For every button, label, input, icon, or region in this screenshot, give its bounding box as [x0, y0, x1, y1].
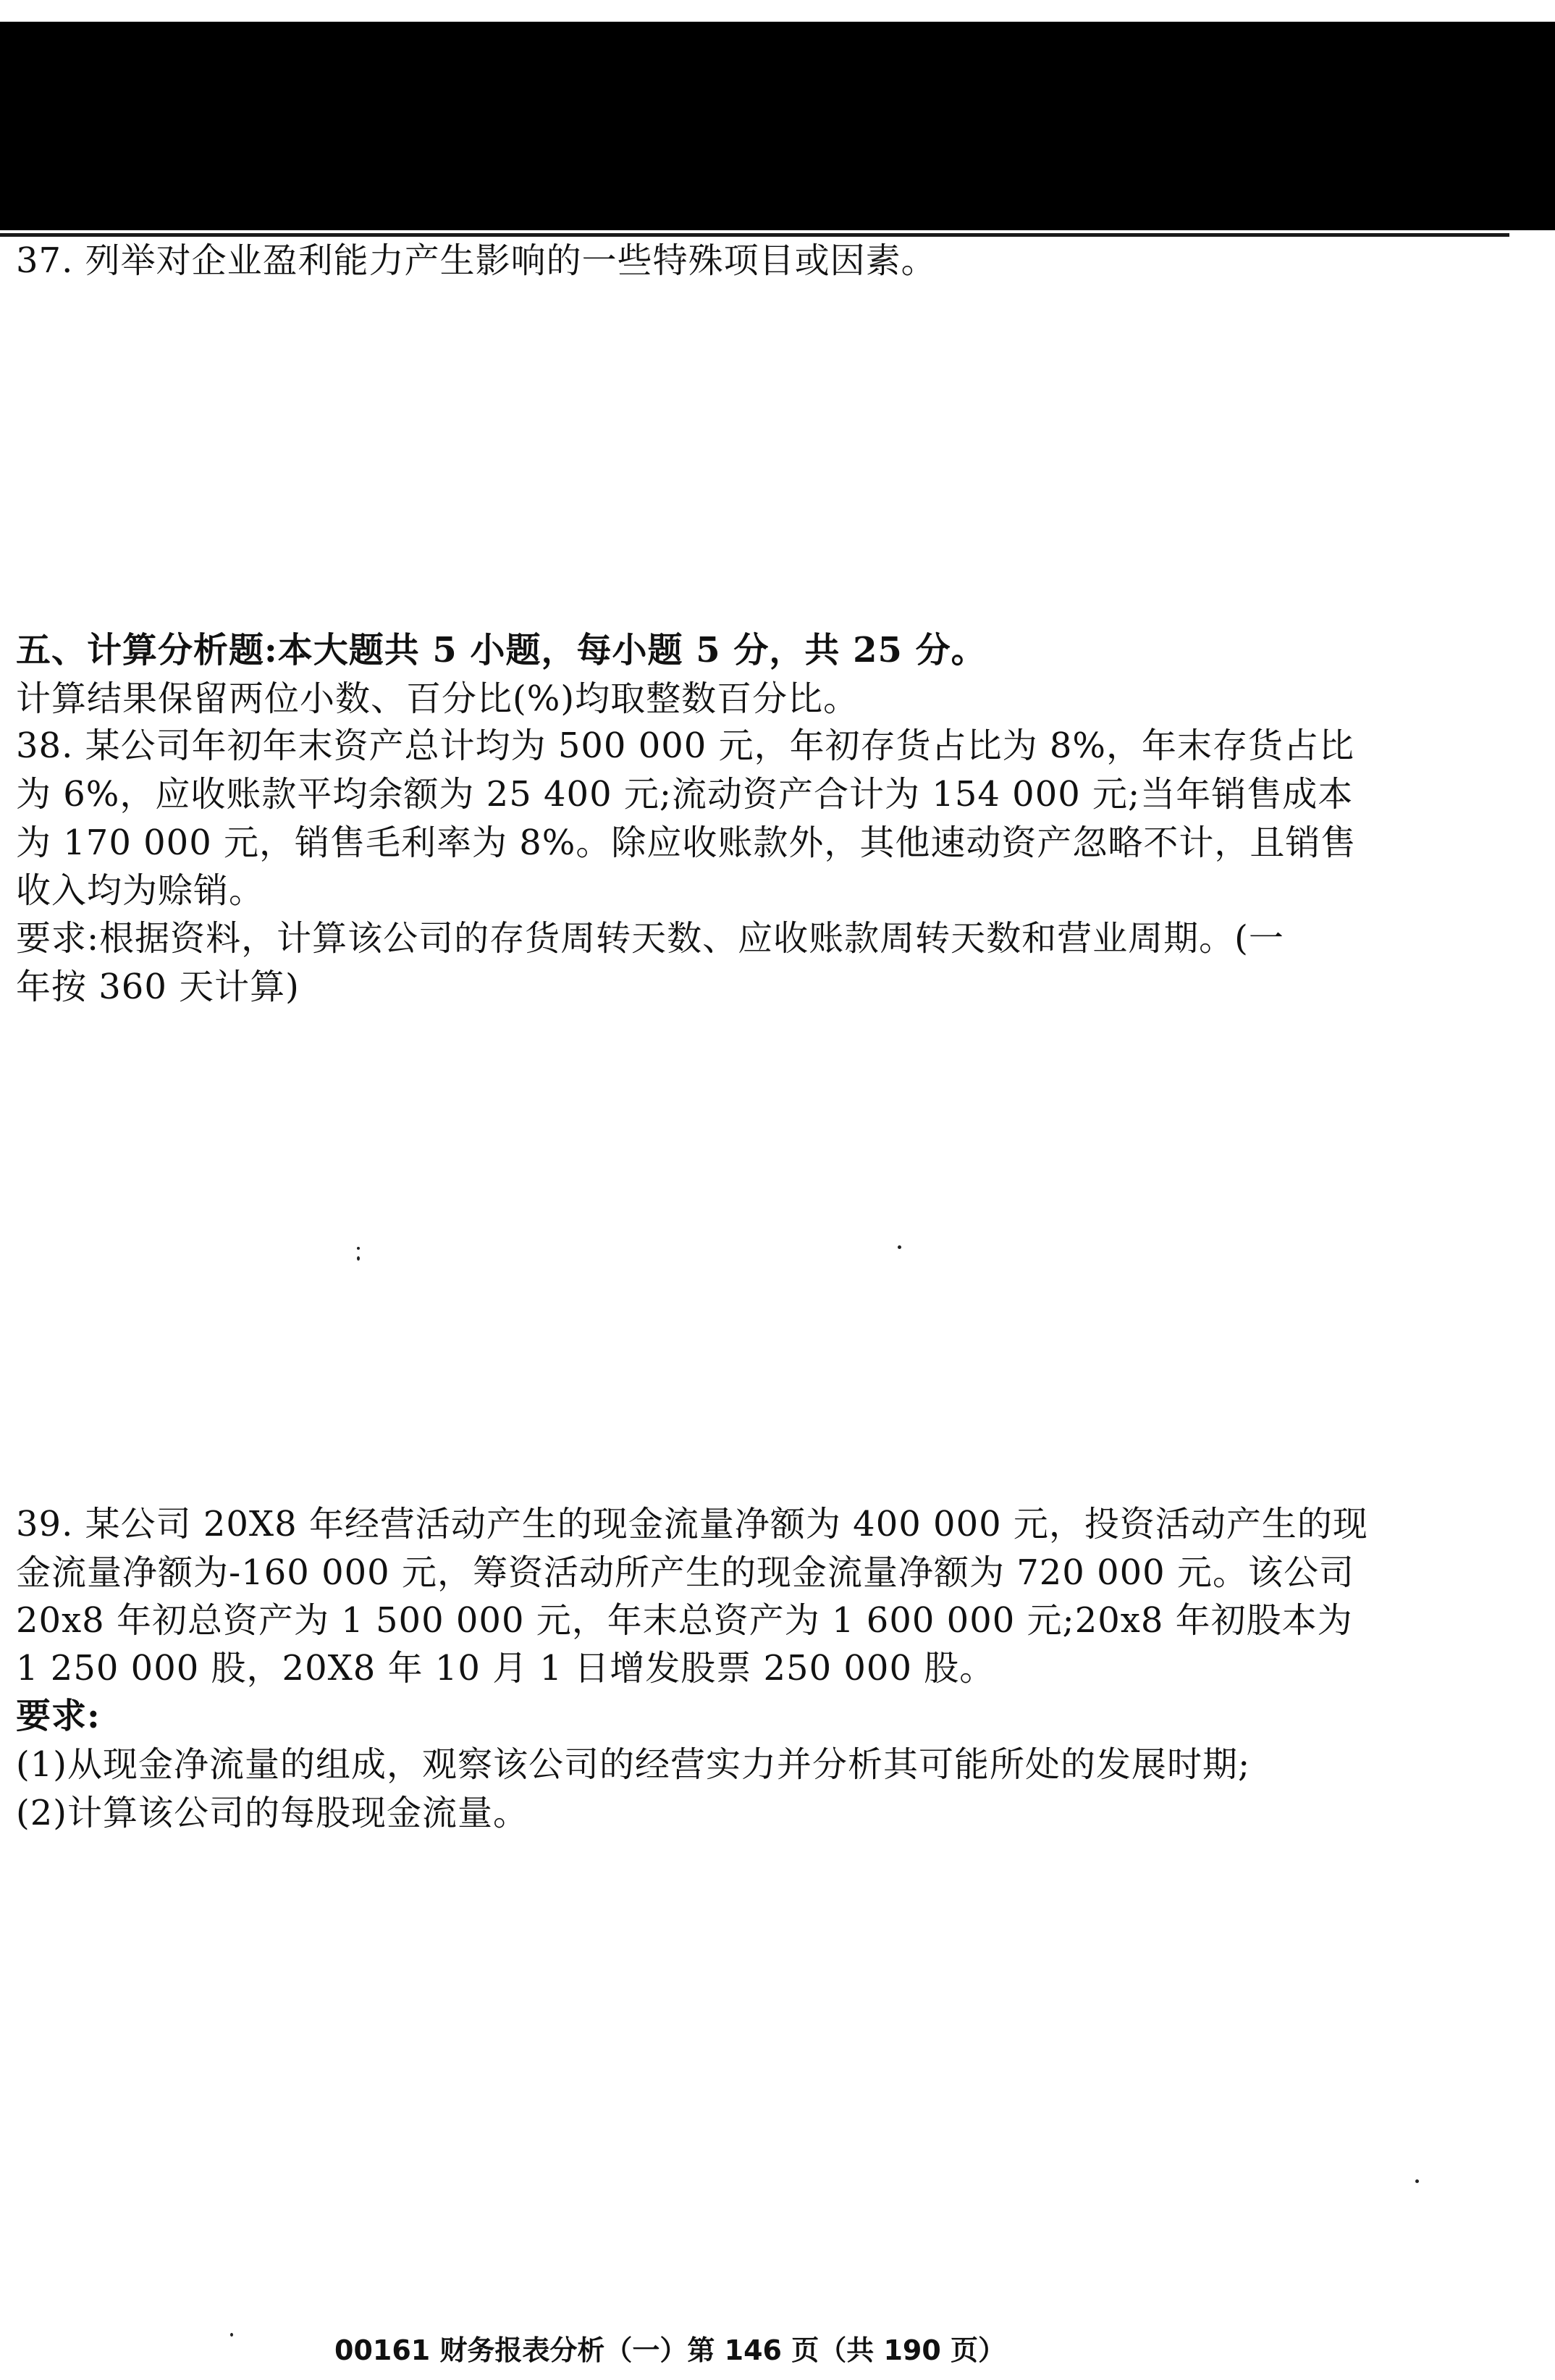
scan-speck	[1415, 2179, 1419, 2183]
q38-requirement: 要求:根据资料，计算该公司的存货周转天数、应收账款周转天数和营业周期。(一	[16, 918, 1284, 959]
q39-line: 金流量净额为-160 000 元，筹资活动所产生的现金流量净额为 720 000 元。该公司	[16, 1552, 1354, 1593]
section-note: 计算结果保留两位小数、百分比(%)均取整数百分比。	[16, 678, 859, 719]
scan-speck	[898, 1245, 901, 1249]
scan-speck	[230, 2333, 233, 2337]
q39-line: 1 250 000 股，20X8 年 10 月 1 日增发股票 250 000 股。	[16, 1648, 995, 1689]
scan-speck	[357, 1256, 360, 1261]
q38-line: 38. 某公司年初年末资产总计均为 500 000 元，年初存货占比为 8%，年末存货占比	[16, 726, 1355, 766]
question-37: 37. 列举对企业盈利能力产生影响的一些特殊项目或因素。	[16, 240, 937, 281]
q38-line: 为 6%，应收账款平均余额为 25 400 元;流动资产合计为 154 000 元;当年销售成本	[16, 774, 1354, 815]
q38-line: 为 170 000 元，销售毛利率为 8%。除应收账款外，其他速动资产忽略不计，且销售	[16, 823, 1357, 863]
section-heading: 五、计算分析题:本大题共 5 小题，每小题 5 分，共 25 分。	[16, 630, 987, 670]
q38-requirement: 年按 360 天计算)	[16, 967, 300, 1007]
page-footer: 00161 财务报表分析（一）第 146 页（共 190 页）	[334, 2334, 1006, 2366]
q39-line: 20x8 年初总资产为 1 500 000 元，年末总资产为 1 600 000 元;20x8 年初股本为	[16, 1600, 1353, 1641]
redaction-bar	[0, 22, 1555, 230]
q39-requirement: (2)计算该公司的每股现金流量。	[16, 1793, 528, 1833]
q39-requirement-label: 要求:	[16, 1696, 101, 1736]
q39-line: 39. 某公司 20X8 年经营活动产生的现金流量净额为 400 000 元，投资活动产生的现	[16, 1504, 1368, 1544]
scan-speck	[357, 1247, 360, 1250]
header-rule	[0, 233, 1509, 237]
q39-requirement: (1)从现金净流量的组成，观察该公司的经营实力并分析其可能所处的发展时期;	[16, 1744, 1251, 1785]
q38-line: 收入均为赊销。	[16, 870, 265, 911]
